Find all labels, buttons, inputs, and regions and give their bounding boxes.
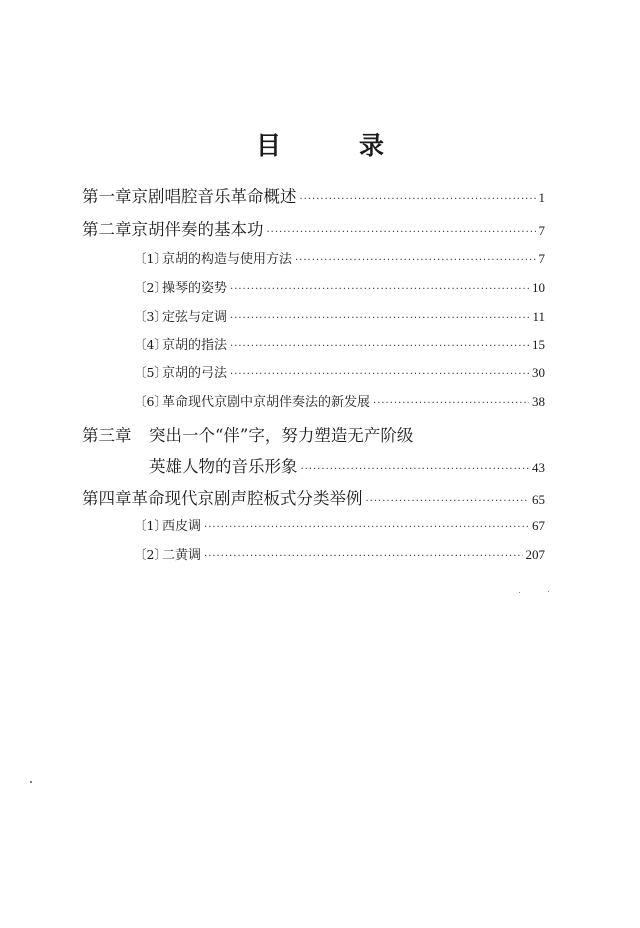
dot-leader — [230, 341, 529, 352]
page-title — [0, 126, 640, 162]
toc-entry-section — [134, 515, 545, 534]
dot-leader — [301, 464, 530, 475]
toc-entry-chapter-4 — [82, 485, 545, 509]
page-number: 65 — [532, 492, 545, 507]
scan-speck — [30, 781, 32, 783]
section-title: 操琴的姿势 — [162, 281, 228, 296]
section-title: 二黄调 — [162, 548, 202, 563]
toc-entry-section — [134, 391, 545, 410]
toc-entry-chapter-2 — [82, 216, 545, 240]
chapter-title-line-2: 英雄人物的音乐形象 — [149, 457, 298, 476]
scan-speck — [548, 591, 549, 592]
dot-leader — [373, 398, 529, 409]
section-number: 〔1〕 — [134, 251, 167, 266]
page-number: 10 — [532, 280, 545, 295]
dot-leader — [295, 255, 535, 266]
section-title: 定弦与定调 — [162, 310, 228, 325]
toc-entry-section — [134, 334, 545, 353]
chapter-number: 第四章 — [82, 489, 132, 508]
section-title: 京胡的指法 — [162, 338, 228, 353]
section-number: 〔6〕 — [134, 394, 167, 409]
toc-entry-section — [134, 277, 545, 296]
section-number: 〔2〕 — [134, 547, 167, 562]
section-number: 〔2〕 — [134, 280, 167, 295]
dot-leader — [204, 522, 529, 533]
page-number: 43 — [532, 460, 545, 475]
page-number: 7 — [538, 223, 545, 238]
dot-leader — [204, 551, 522, 562]
toc-entry-chapter-3 — [82, 422, 413, 446]
chapter-title-line-1: 突出一个“伴”字，努力塑造无产阶级 — [149, 426, 414, 445]
dot-leader — [300, 194, 536, 205]
page-number: 38 — [532, 394, 545, 409]
dot-leader — [267, 227, 536, 238]
toc-entry-section — [134, 362, 545, 381]
dot-leader — [366, 496, 530, 507]
title-char-mu: 目 — [255, 131, 281, 160]
chapter-title: 京胡伴奏的基本功 — [131, 220, 264, 239]
section-number: 〔4〕 — [134, 337, 167, 352]
page-number: 11 — [532, 309, 545, 324]
toc-entry-chapter-1 — [82, 183, 545, 207]
page-number: 15 — [532, 337, 545, 352]
section-number: 〔3〕 — [134, 309, 167, 324]
chapter-title: 革命现代京剧声腔板式分类举例 — [131, 489, 363, 508]
section-number: 〔5〕 — [134, 365, 167, 380]
toc-entry-chapter-3-continued — [149, 453, 545, 477]
toc-entry-section — [134, 248, 545, 267]
chapter-number: 第二章 — [82, 220, 132, 239]
toc-entry-section — [134, 306, 545, 325]
section-title: 京胡的弓法 — [162, 366, 228, 381]
dot-leader — [230, 313, 529, 324]
chapter-number: 第一章 — [82, 187, 132, 206]
scan-speck — [519, 592, 520, 593]
page-number: 30 — [532, 365, 545, 380]
dot-leader — [230, 284, 529, 295]
title-char-lu: 录 — [359, 131, 385, 160]
toc-entry-section — [134, 544, 545, 563]
page-number: 1 — [538, 190, 545, 205]
page-number: 7 — [538, 251, 545, 266]
section-title: 西皮调 — [162, 519, 202, 534]
chapter-title: 京剧唱腔音乐革命概述 — [131, 187, 297, 206]
page-number: 207 — [525, 547, 545, 562]
chapter-number: 第三章 — [82, 426, 132, 445]
page-number: 67 — [532, 518, 545, 533]
section-title: 京胡的构造与使用方法 — [162, 252, 293, 267]
section-number: 〔1〕 — [134, 518, 167, 533]
section-title: 革命现代京剧中京胡伴奏法的新发展 — [162, 395, 371, 410]
dot-leader — [230, 369, 529, 380]
